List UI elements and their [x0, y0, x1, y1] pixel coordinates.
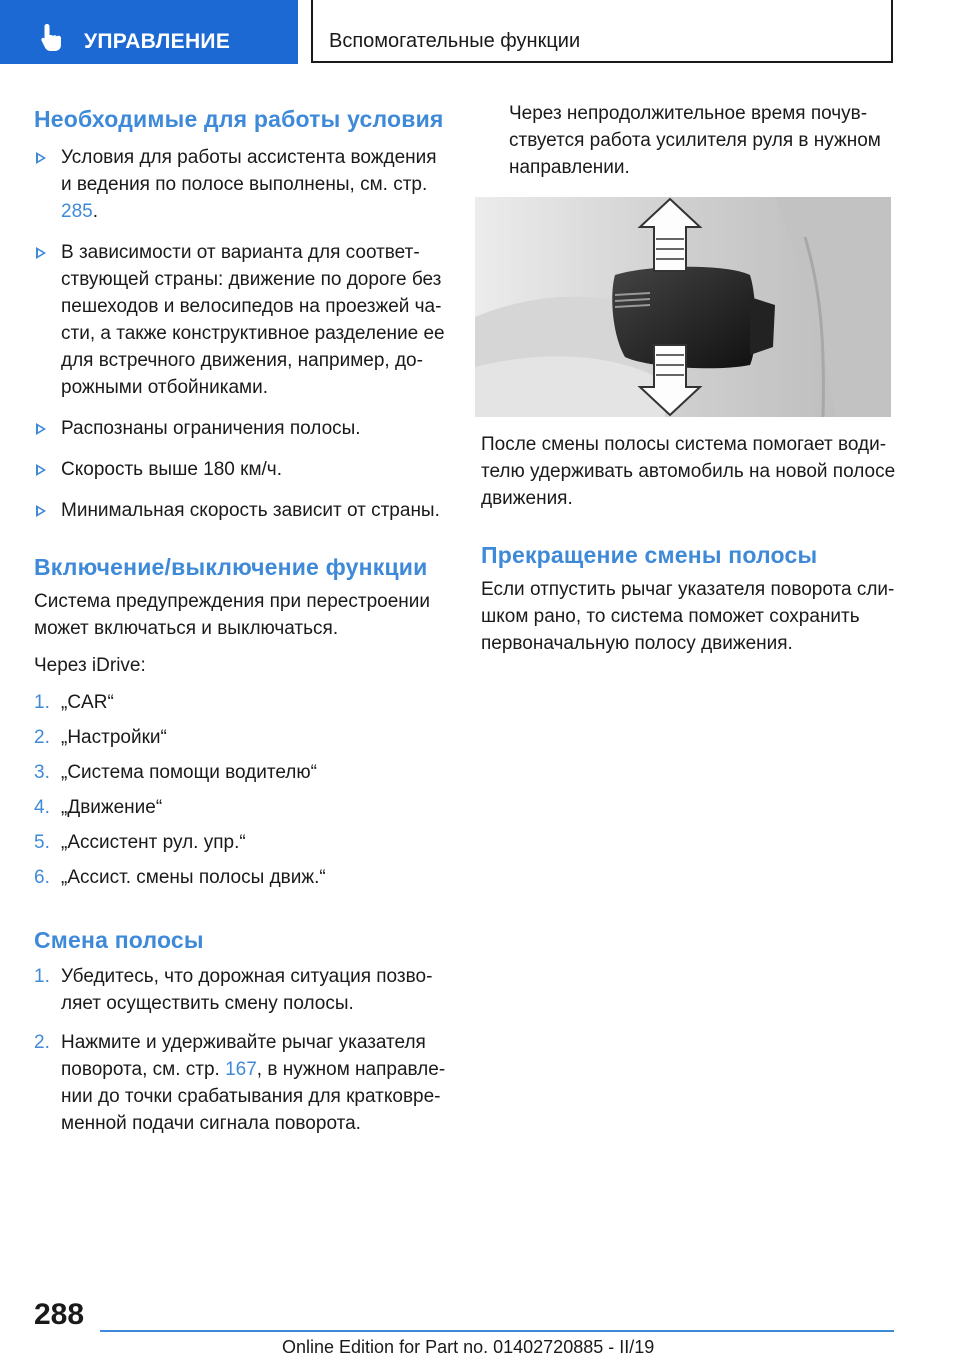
list-item: 6. „Ассист. смены полосы движ.“ [34, 867, 326, 888]
triangle-bullet-icon [36, 423, 46, 435]
triangle-bullet-icon [36, 464, 46, 476]
after-change-paragraph: После смены полосы система помогает водителю удерживать автомобиль на новой полосе движения. [481, 434, 896, 509]
list-item: 1. „CAR“ [34, 692, 114, 713]
idrive-label: Через iDrive: [34, 655, 146, 676]
idrive-steps [34, 689, 448, 891]
list-item: Условия для работы ассистента вождения и ведения по полосе выполнены, см. стр. 285. [34, 144, 448, 225]
stop-change-paragraph: Если отпустить рычаг указателя поворота слишком рано, то система поможет сохранить первоначальную полосу движения. [481, 579, 895, 654]
triangle-bullet-icon [36, 152, 46, 164]
turn-signal-lever-illustration [475, 197, 891, 417]
page-link[interactable]: 167 [225, 1059, 257, 1080]
conditions-list [34, 144, 448, 524]
list-item: 2. „Настройки“ [34, 727, 167, 748]
list-item: 3. „Система помощи водителю“ [34, 762, 317, 783]
list-item: Скорость выше 180 км/ч. [34, 456, 448, 483]
hand-pointer-icon [38, 22, 66, 52]
triangle-bullet-icon [36, 505, 46, 517]
conditions-heading: Необходимые для работы условия [34, 106, 444, 132]
lane-change-heading: Смена полосы [34, 927, 204, 953]
list-item: Минимальная скорость зависит от страны. [34, 497, 448, 524]
left-column [34, 96, 448, 1137]
right-column [481, 96, 901, 657]
edition-note: Online Edition for Part no. 01402720885 - II/19 [282, 1337, 655, 1357]
section-title: УПРАВЛЕНИЕ [84, 30, 231, 53]
list-item: Распознаны ограничения полосы. [34, 415, 448, 442]
list-item: 4. „Движение“ [34, 797, 163, 818]
footer-divider [100, 1330, 894, 1332]
page-link[interactable]: 285 [61, 201, 93, 222]
chapter-header [311, 0, 893, 63]
list-item: 5. „Ассистент рул. упр.“ [34, 832, 246, 853]
list-item: В зависимости от варианта для соответствующей страны: движение по дороге без пешеходов и велосипедов на проезжей части, а также конструктивное разделение ее для встречного движения, например, дорожными отбойниками. [34, 239, 448, 401]
triangle-bullet-icon [36, 247, 46, 259]
toggle-paragraph: Система предупреждения при перестроении может включаться и выключаться. [34, 591, 430, 639]
list-item: 1. Убедитесь, что дорожная ситуация позволяет осуществить смену полосы. [34, 966, 433, 1014]
toggle-heading: Включение/выключение функции [34, 554, 428, 580]
section-tab [0, 0, 298, 64]
list-item: 2. Нажмите и удерживайте рычаг указателя поворота, см. стр. 167, в нужном направлении до точки срабатывания для кратковременной подачи сигнала поворота. [34, 1032, 446, 1134]
lane-change-steps [34, 963, 448, 1137]
steering-note: Через непродолжительное время почувствуется работа усилителя руля в нужном направлении. [509, 103, 881, 178]
chapter-title: Вспомогательные функции [329, 30, 581, 52]
page-number: 288 [34, 1298, 85, 1331]
stop-change-heading: Прекращение смены полосы [481, 542, 818, 568]
